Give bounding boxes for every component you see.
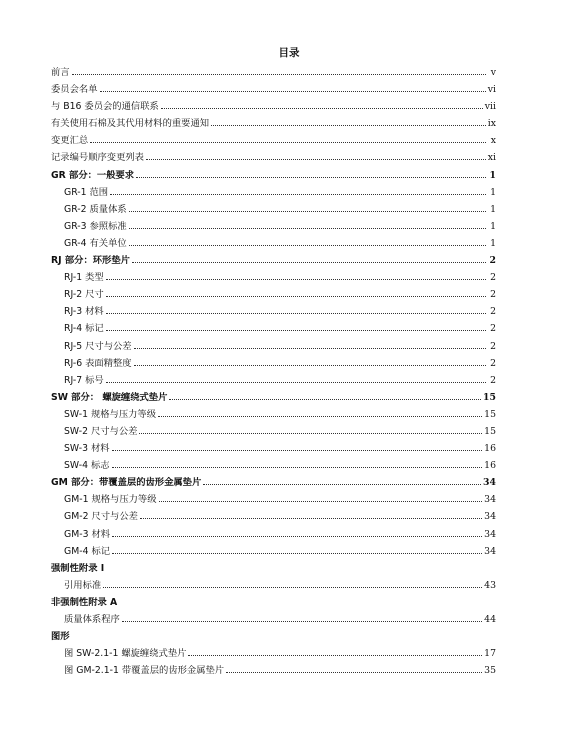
toc-entry-page: 2 (489, 255, 496, 267)
toc-entry-page: 1 (490, 203, 496, 215)
toc-entry[interactable] (51, 303, 496, 320)
toc-entry[interactable] (51, 560, 496, 577)
toc-entry-title: 委员会名单 (51, 84, 98, 96)
toc-entry[interactable] (51, 543, 496, 560)
toc-entry[interactable] (51, 372, 496, 389)
dot-leader (146, 158, 486, 160)
toc-entry-title: RJ 部分：环形垫片 (51, 255, 130, 267)
toc-entry-page: 17 (484, 648, 496, 660)
toc-entry-page: 35 (484, 665, 496, 677)
toc-entry-page: 16 (484, 460, 496, 472)
dot-leader (122, 620, 482, 622)
toc-entry[interactable] (51, 526, 496, 543)
toc-entry-page: vi (487, 84, 496, 96)
toc-entry-title: 前言 (51, 67, 70, 78)
toc-entry[interactable] (51, 508, 496, 525)
dot-leader (119, 604, 486, 605)
toc-entry[interactable] (51, 115, 496, 132)
toc-entry-title: 图 GM-2.1-1 带覆盖层的齿形金属垫片 (64, 665, 225, 677)
toc-entry[interactable] (51, 645, 496, 662)
toc-entry-title: SW-1 规格与压力等级 (64, 408, 157, 420)
toc-entry-page: 15 (484, 408, 496, 420)
toc-entry-title: GM-1 规格与压力等级 (64, 494, 157, 506)
dot-leader (159, 500, 483, 502)
dot-leader (112, 449, 483, 451)
toc-entry-title: GM-3 材料 (64, 528, 111, 540)
toc-entry[interactable] (51, 406, 496, 423)
toc-entry[interactable] (51, 149, 496, 166)
dot-leader (106, 381, 486, 383)
toc-entry[interactable] (51, 64, 496, 81)
dot-leader (110, 193, 486, 195)
toc-entry-title: SW-2 尺寸与公差 (64, 425, 138, 437)
toc-entry-page: 2 (490, 323, 496, 335)
toc-entry-title: RJ-6 表面精整度 (64, 357, 132, 369)
toc-entry-title: GM-2 尺寸与公差 (64, 511, 138, 523)
toc-entry-title: RJ-2 尺寸 (64, 289, 104, 301)
dot-leader (129, 244, 486, 246)
toc-entry-title: 质量体系程序 (64, 614, 120, 625)
toc-entry[interactable] (51, 628, 496, 645)
toc-entry-page: 34 (484, 494, 496, 506)
toc-entry-page: 34 (484, 528, 496, 540)
dot-leader (100, 90, 486, 92)
page-title: 目录 (278, 47, 300, 59)
toc-entry-title: RJ-4 标记 (64, 323, 104, 335)
toc-entry[interactable] (51, 389, 496, 406)
dot-leader (134, 347, 486, 349)
toc-entry-page: 2 (490, 340, 496, 352)
toc-entry-page: 1 (489, 169, 496, 181)
toc-entry-title: RJ-5 尺寸与公差 (64, 340, 132, 352)
toc-entry-page: 2 (490, 374, 496, 386)
dot-leader (169, 398, 481, 400)
toc-entry[interactable] (51, 235, 496, 252)
toc-entry-page: 15 (484, 425, 496, 437)
toc-entry-title: 非强制性附录 A (51, 596, 118, 608)
toc-entry[interactable] (51, 81, 496, 98)
dot-leader (72, 638, 486, 639)
toc-entry-title: SW-3 材料 (64, 443, 110, 455)
toc-entry-title: 记录编号顺序变更列表 (51, 152, 144, 164)
dot-leader (112, 552, 482, 554)
toc-entry[interactable] (51, 269, 496, 286)
toc-entry[interactable] (51, 440, 496, 457)
dot-leader (72, 73, 486, 75)
toc-entry-page: 1 (490, 237, 496, 249)
dot-leader (139, 432, 482, 434)
toc-entry-title: 图 SW-2.1-1 螺旋缠绕式垫片 (64, 648, 187, 660)
toc-entry-page: 1 (490, 220, 496, 232)
dot-leader (203, 483, 481, 485)
toc-entry[interactable] (51, 577, 496, 594)
dot-leader (112, 466, 483, 468)
dot-leader (188, 654, 482, 656)
dot-leader (106, 278, 486, 280)
dot-leader (211, 124, 486, 126)
toc-entry[interactable] (51, 286, 496, 303)
toc-entry[interactable] (51, 338, 496, 355)
toc-entry-title: SW 部分： 螺旋缠绕式垫片 (51, 391, 168, 403)
toc-entry-page: xi (487, 152, 496, 164)
toc-entry[interactable] (51, 132, 496, 149)
dot-leader (158, 415, 482, 417)
toc-entry[interactable] (51, 98, 496, 115)
toc-entry-title: GR-2 质量体系 (64, 203, 127, 215)
toc-entry-title: 与 B16 委员会的通信联系 (51, 101, 159, 113)
toc-entry[interactable] (51, 611, 496, 628)
toc-entry[interactable] (51, 252, 496, 269)
dot-leader (112, 535, 482, 537)
toc-entry[interactable] (51, 457, 496, 474)
table-of-contents (51, 64, 496, 679)
toc-entry[interactable] (51, 167, 496, 184)
toc-entry-title: GM-4 标记 (64, 545, 111, 557)
toc-entry-title: GM 部分：带覆盖层的齿形金属垫片 (51, 477, 202, 489)
toc-entry[interactable] (51, 491, 496, 508)
toc-entry[interactable] (51, 355, 496, 372)
toc-entry-page: 43 (484, 579, 496, 591)
dot-leader (129, 227, 486, 229)
toc-entry-page: 2 (490, 357, 496, 369)
toc-entry-title: GR-4 有关单位 (64, 237, 127, 249)
dot-leader (129, 210, 486, 212)
toc-entry-page: v (490, 67, 496, 78)
dot-leader (136, 176, 486, 178)
toc-entry-page: ix (487, 118, 496, 130)
toc-entry-page: x (490, 135, 496, 147)
toc-entry[interactable] (51, 662, 496, 679)
toc-entry-page: 2 (490, 306, 496, 318)
toc-entry-page: 44 (484, 614, 496, 625)
toc-entry[interactable] (51, 218, 496, 235)
dot-leader (132, 261, 486, 263)
toc-entry-page: 2 (490, 272, 496, 284)
toc-entry-title: SW-4 标志 (64, 460, 110, 472)
toc-entry[interactable] (51, 423, 496, 440)
dot-leader (106, 570, 486, 571)
toc-entry-page: 15 (483, 391, 496, 403)
toc-entry-title: 图形 (51, 631, 70, 643)
toc-entry[interactable] (51, 201, 496, 218)
toc-entry-title: 引用标准 (64, 579, 102, 591)
toc-entry-title: 强制性附录 I (51, 562, 105, 574)
dot-leader (134, 364, 486, 366)
dot-leader (106, 295, 486, 297)
toc-entry-page: 1 (490, 186, 496, 198)
toc-entry-title: 变更汇总 (51, 135, 89, 147)
dot-leader (226, 671, 482, 673)
toc-entry[interactable] (51, 320, 496, 337)
toc-entry[interactable] (51, 594, 496, 611)
dot-leader (90, 141, 486, 143)
toc-entry-page: 34 (484, 511, 496, 523)
toc-entry-page: 34 (483, 477, 496, 489)
dot-leader (103, 586, 482, 588)
dot-leader (106, 329, 486, 331)
toc-entry-title: GR 部分：一般要求 (51, 169, 135, 181)
toc-entry-page: 34 (484, 545, 496, 557)
toc-entry-title: GR-3 参照标准 (64, 220, 127, 232)
toc-entry-title: RJ-7 标号 (64, 374, 104, 386)
toc-entry-title: GR-1 范围 (64, 186, 109, 198)
dot-leader (161, 107, 483, 109)
dot-leader (140, 517, 482, 519)
toc-entry-title: RJ-1 类型 (64, 272, 104, 284)
dot-leader (106, 312, 486, 314)
toc-entry-page: 16 (484, 443, 496, 455)
toc-entry-title: 有关使用石棉及其代用材料的重要通知 (51, 118, 210, 130)
toc-entry-page: vii (484, 101, 496, 113)
toc-entry[interactable] (51, 184, 496, 201)
toc-entry-title: RJ-3 材料 (64, 306, 104, 318)
toc-entry[interactable] (51, 474, 496, 491)
toc-entry-page: 2 (490, 289, 496, 301)
